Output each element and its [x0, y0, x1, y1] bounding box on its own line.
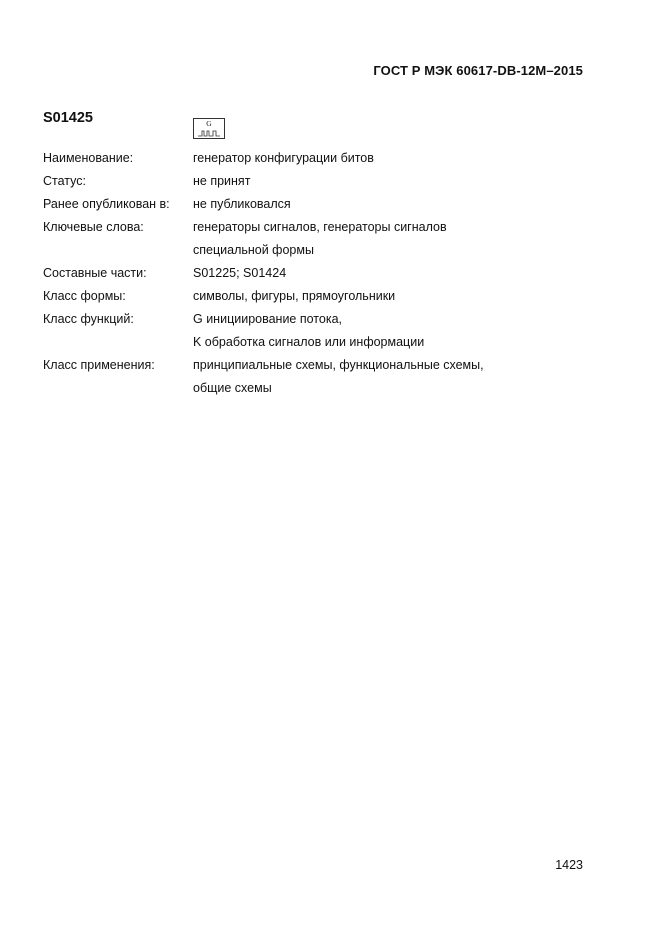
- property-row-application-class: [43, 354, 583, 400]
- symbol-graphic-letter: G: [206, 119, 212, 128]
- property-value: генератор конфигурации битов: [193, 151, 374, 165]
- property-label: Наименование:: [43, 151, 134, 165]
- pulse-generator-icon: [198, 130, 222, 137]
- property-row-status: [43, 170, 583, 193]
- property-label: Ключевые слова:: [43, 220, 144, 234]
- property-value: генераторы сигналов, генераторы сигналов: [193, 220, 447, 234]
- property-row-shape-class: [43, 285, 583, 308]
- property-row-previously-published: [43, 193, 583, 216]
- property-label: Класс функций:: [43, 312, 134, 326]
- property-value: не принят: [193, 174, 251, 188]
- property-label: Класс применения:: [43, 358, 155, 372]
- page-number: 1423: [555, 858, 583, 872]
- property-label: Класс формы:: [43, 289, 126, 303]
- property-label: Составные части:: [43, 266, 147, 280]
- property-value: не публиковался: [193, 197, 291, 211]
- property-value: общие схемы: [193, 381, 272, 395]
- symbol-properties: [43, 147, 583, 400]
- property-label: Ранее опубликован в:: [43, 197, 170, 211]
- property-value: специальной формы: [193, 243, 314, 257]
- standard-designation: ГОСТ Р МЭК 60617-DB-12M–2015: [373, 63, 583, 78]
- property-row-name: [43, 147, 583, 170]
- property-value: G инициирование потока,: [193, 312, 343, 326]
- property-row-keywords: [43, 216, 583, 262]
- property-row-function-class: [43, 308, 583, 354]
- property-value: символы, фигуры, прямоугольники: [193, 289, 396, 303]
- property-label: Статус:: [43, 174, 86, 188]
- property-value: S01225; S01424: [193, 266, 287, 280]
- property-value: K обработка сигналов или информации: [193, 335, 425, 349]
- symbol-code: S01425: [43, 110, 93, 126]
- symbol-graphic: [193, 118, 225, 139]
- property-value: принципиальные схемы, функциональные схемы,: [193, 358, 484, 372]
- property-row-components: [43, 262, 583, 285]
